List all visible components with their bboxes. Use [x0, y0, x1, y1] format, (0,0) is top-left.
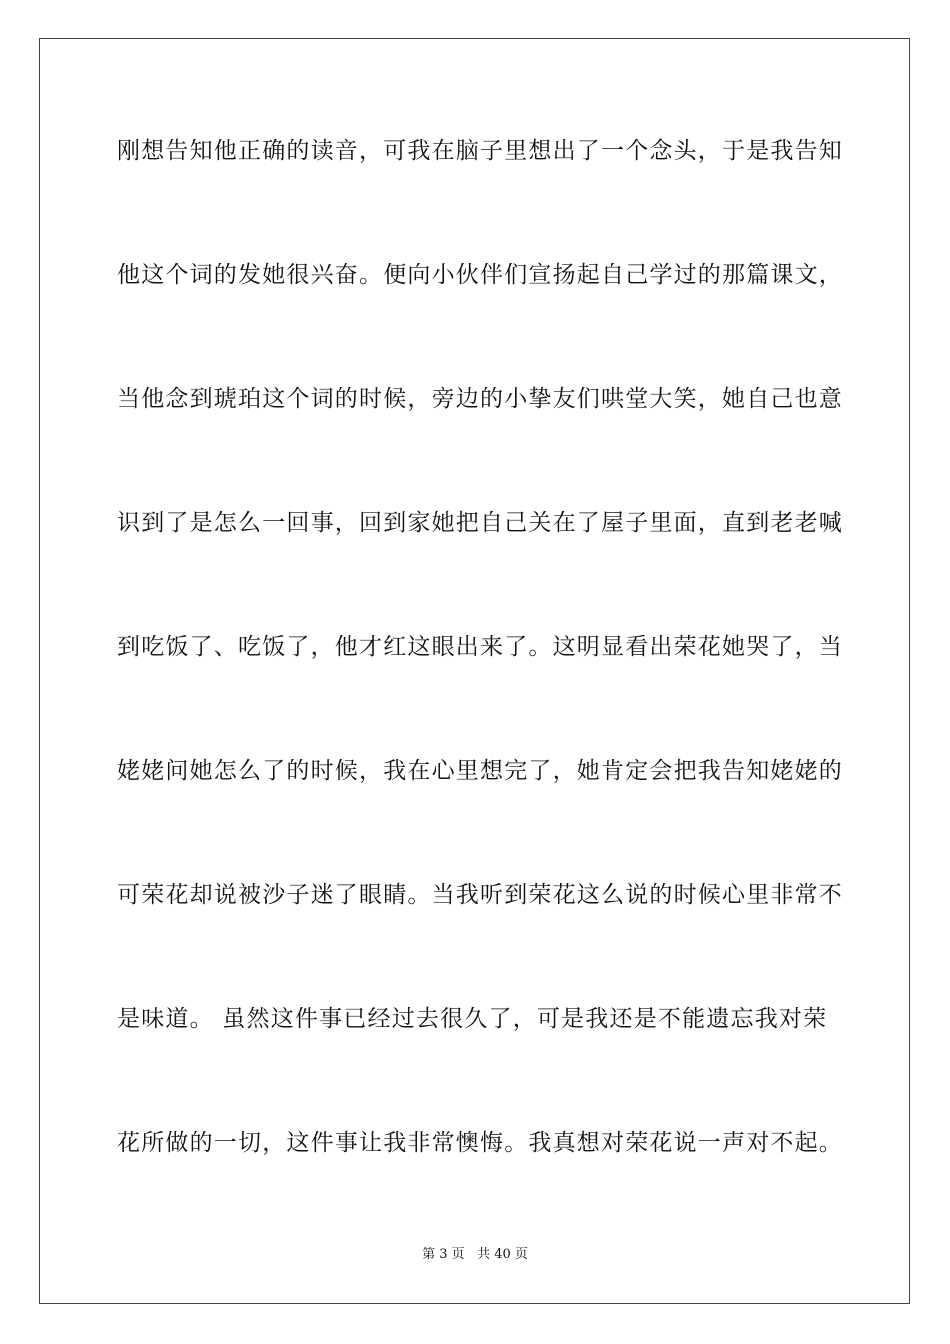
text-line: 姥姥问她怎么了的时候，我在心里想完了，她肯定会把我告知姥姥的 [117, 758, 843, 784]
text-line: 识到了是怎么一回事，回到家她把自己关在了屋子里面，直到老老喊 [117, 510, 843, 536]
text-line: 可荣花却说被沙子迷了眼睛。当我听到荣花这么说的时候心里非常不 [117, 882, 843, 908]
text-line: 到吃饭了、吃饭了，他才红这眼出来了。这明显看出荣花她哭了，当 [117, 634, 843, 660]
text-line: 当他念到琥珀这个词的时候，旁边的小挚友们哄堂大笑，她自己也意 [117, 386, 843, 412]
page-number: 第 3 页 [422, 1247, 465, 1262]
text-line: 花所做的一切，这件事让我非常懊悔。我真想对荣花说一声对不起。 [117, 1130, 843, 1156]
text-line: 是味道。 虽然这件事已经过去很久了，可是我还是不能遗忘我对荣 [117, 1006, 828, 1032]
page-footer [0, 1246, 950, 1264]
text-line: 刚想告知他正确的读音，可我在脑子里想出了一个念头，于是我告知 [117, 138, 843, 164]
page-border [39, 38, 910, 1304]
total-pages: 共 40 页 [477, 1247, 528, 1262]
text-line: 他这个词的发她很兴奋。便向小伙伴们宣扬起自己学过的那篇课文， [117, 262, 843, 288]
